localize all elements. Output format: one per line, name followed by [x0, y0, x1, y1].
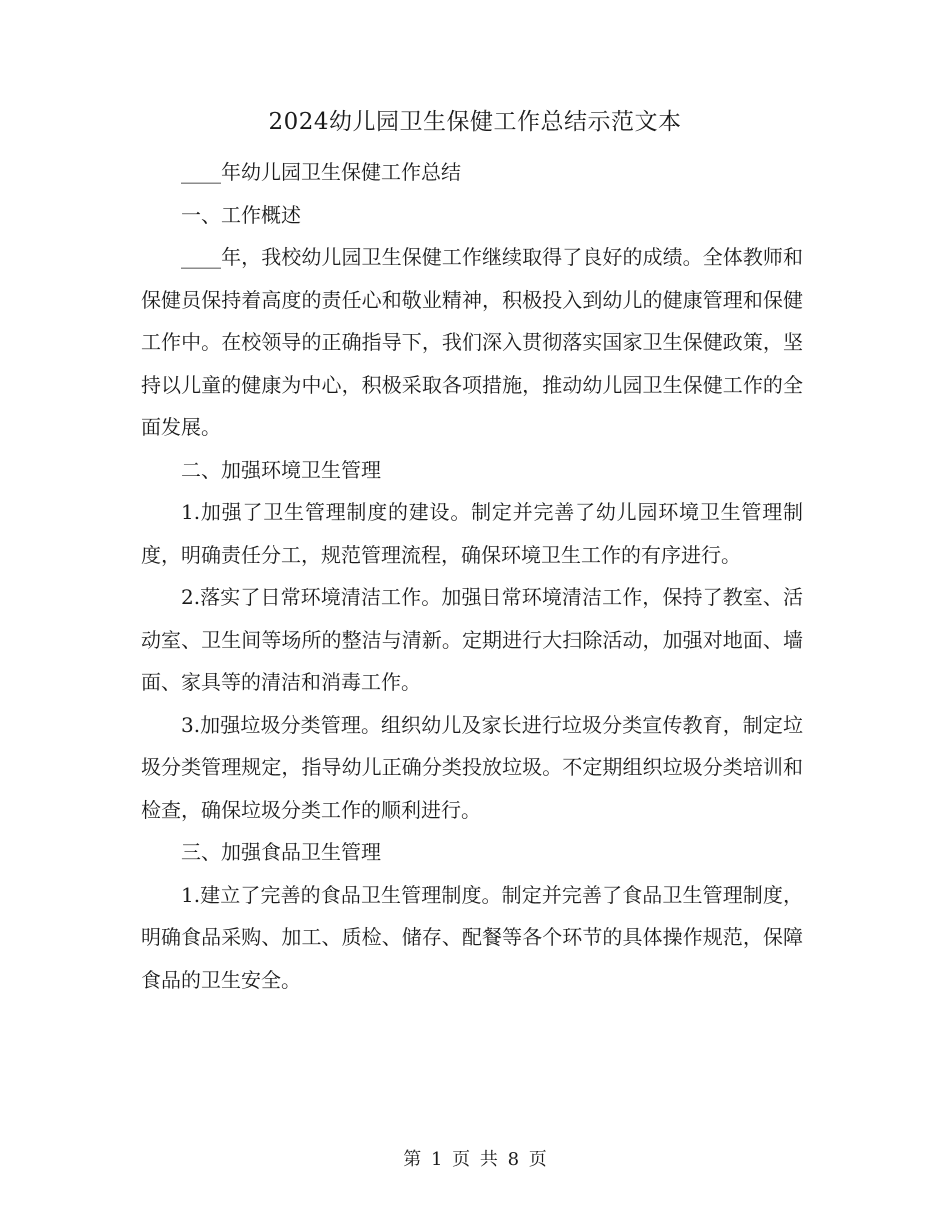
paragraph-heading-summary: ____年幼儿园卫生保健工作总结 [181, 160, 461, 184]
paragraph-food-1: 1.建立了完善的食品卫生管理制度。制定并完善了食品卫生管理制度，明确食品采购、加工、质检、储存、配餐等各个环节的具体操作规范，保障食品的卫生安全。 [141, 882, 803, 992]
paragraph-environment-2: 2.落实了日常环境清洁工作。加强日常环境清洁工作，保持了教室、活动室、卫生间等场所的整洁与清新。定期进行大扫除活动，加强对地面、墙面、家具等的清洁和消毒工作。 [141, 585, 803, 694]
section-heading-overview: 一、工作概述 [181, 202, 301, 227]
document-title: 2024幼儿园卫生保健工作总结示范文本 [268, 109, 682, 135]
paragraph-environment-1: 1.加强了卫生管理制度的建设。制定并完善了幼儿园环境卫生管理制度，明确责任分工，规范管理流程，确保环境卫生工作的有序进行。 [141, 500, 803, 567]
document-body [141, 151, 803, 1001]
paragraph-environment-3: 3.加强垃圾分类管理。组织幼儿及家长进行垃圾分类宣传教育，制定垃圾分类管理规定，指导幼儿正确分类投放垃圾。不定期组织垃圾分类培训和检查，确保垃圾分类工作的顺利进行。 [141, 712, 803, 822]
paragraph-overview: ____年，我校幼儿园卫生保健工作继续取得了良好的成绩。全体教师和保健员保持着高度的责任心和敬业精神，积极投入到幼儿的健康管理和保健工作中。在校领导的正确指导下，我们深入贯彻落实国家卫生保健政策，坚持以儿童的健康为中心，积极采取各项措施，推动幼儿园卫生保健工作的全面发展。 [141, 245, 803, 439]
section-heading-environment: 二、加强环境卫生管理 [181, 457, 381, 482]
section-heading-food: 三、加强食品卫生管理 [181, 840, 381, 864]
page-footer: 第 1 页 共 8 页 [403, 1149, 547, 1170]
